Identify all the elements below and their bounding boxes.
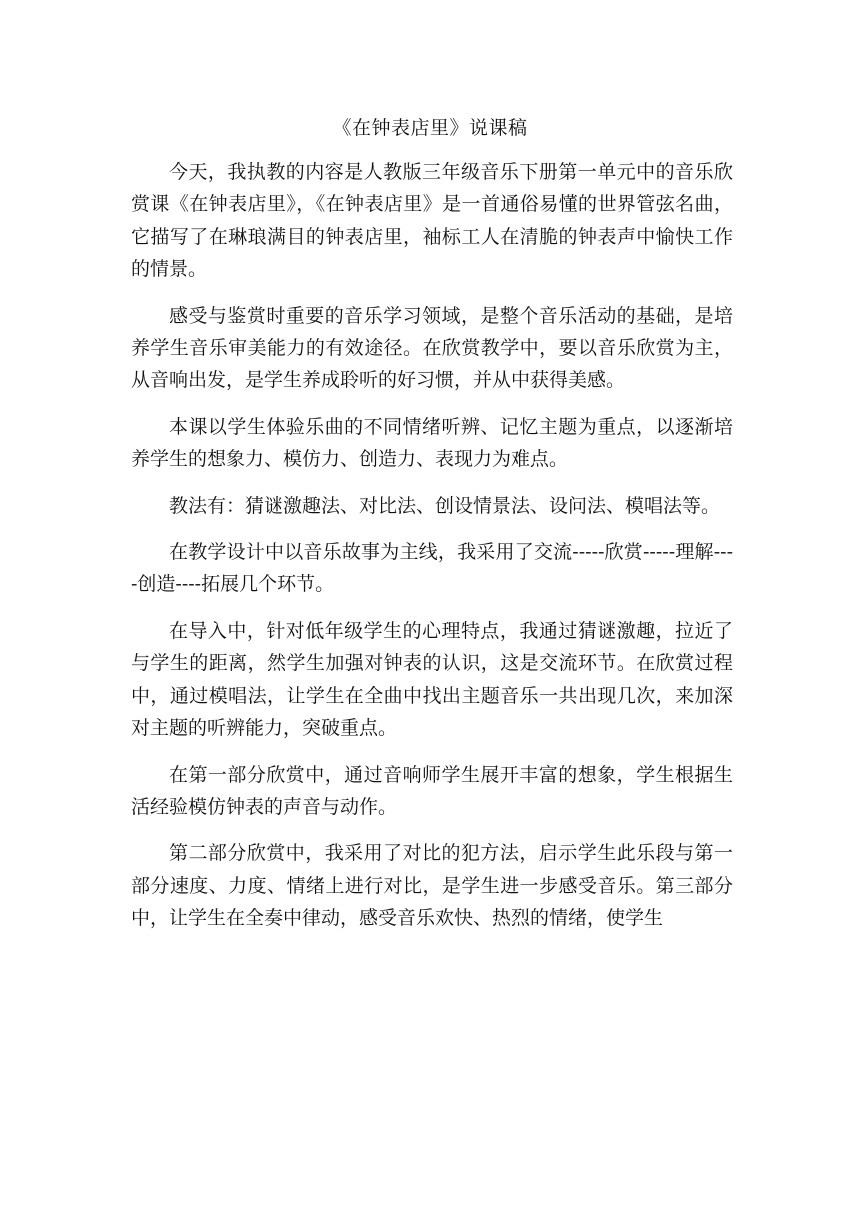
paragraph-3: 本课以学生体验乐曲的不同情绪听辨、记忆主题为重点，以逐渐培养学生的想象力、模仿力、创造力、表现力为难点。 — [131, 415, 733, 471]
paragraph-2: 感受与鉴赏时重要的音乐学习领域，是整个音乐活动的基础，是培养学生音乐审美能力的有效途径。在欣赏教学中，要以音乐欣赏为主，从音响出发，是学生养成聆听的好习惯，并从中获得美感。 — [131, 304, 733, 392]
paragraph-1: 今天，我执教的内容是人教版三年级音乐下册第一单元中的音乐欣赏课《在钟表店里》，《在钟表店里》是一首通俗易懂的世界管弦名曲，它描写了在琳琅满目的钟表店里，袖标工人在清脆的钟表声中愉快工作的情景。 — [131, 161, 733, 281]
paragraph-7: 在第一部分欣赏中，通过音响师学生展开丰富的想象，学生根据生活经验模仿钟表的声音与动作。 — [131, 763, 733, 818]
paragraph-6: 在导入中，针对低年级学生的心理特点，我通过猜谜激趣，拉近了与学生的距离，然学生加强对钟表的认识，这是交流环节。在欣赏过程中，通过模唱法，让学生在全曲中找出主题音乐一共出现几次，来加深对主题的听辨能力，突破重点。 — [131, 619, 733, 740]
document-title: 《在钟表店里》说课稿 — [332, 117, 528, 139]
paragraph-8: 第二部分欣赏中，我采用了对比的犯方法，启示学生此乐段与第一部分速度、力度、情绪上进行对比，是学生进一步感受音乐。第三部分中，让学生在全奏中律动，感受音乐欢快、热烈的情绪，使学生 — [131, 842, 733, 930]
document-body — [131, 156, 733, 949]
paragraph-5: 在教学设计中以音乐故事为主线，我采用了交流-----欣赏-----理解----创造----拓展几个环节。 — [131, 541, 733, 596]
paragraph-4: 教法有：猜谜激趣法、对比法、创设情景法、设问法、模唱法等。 — [169, 494, 721, 517]
